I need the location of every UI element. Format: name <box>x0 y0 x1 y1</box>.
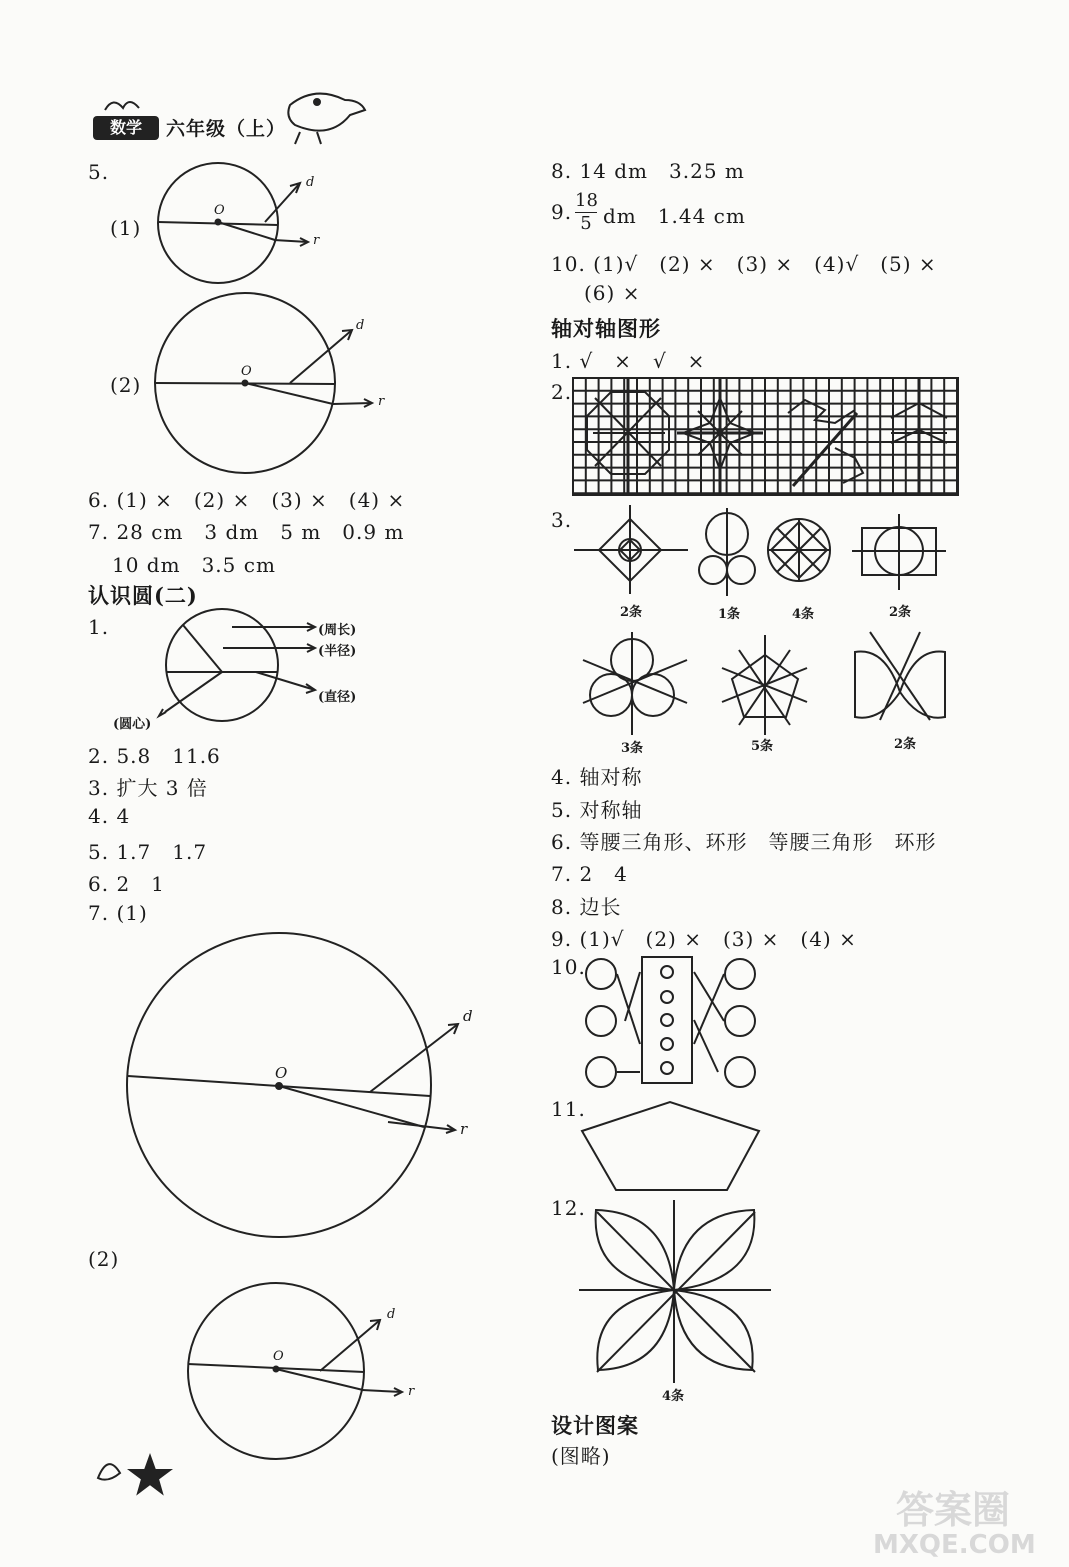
section-title-design: 设计图案 <box>551 1413 639 1438</box>
q3-caption-3: 4条 <box>792 607 815 622</box>
q5p1-d-label: d <box>306 175 315 190</box>
s3-q4-answer: 4. 轴对称 <box>551 765 643 789</box>
q5p1-r-label: r <box>313 233 320 248</box>
watermark-logo <box>873 1488 1036 1560</box>
label-diameter: (直径) <box>318 690 357 705</box>
q5-part2: (2) <box>110 373 142 397</box>
q6-answer: 6. (1) × (2) × (3) × (4) × <box>88 488 406 512</box>
s3-q6-answer: 6. 等腰三角形、环形 等腰三角形 环形 <box>551 830 937 854</box>
q7-answer-line2: 10 dm 3.5 cm <box>112 553 276 577</box>
q3-caption-7: 2条 <box>894 737 917 752</box>
s2-q5-answer: 5. 1.7 1.7 <box>88 840 208 864</box>
section-title-circle-2: 认识圆(二) <box>88 583 198 608</box>
section4-note: (图略) <box>551 1444 611 1468</box>
q3-caption-6: 5条 <box>751 739 774 754</box>
q7p1-d-label: d <box>463 1007 473 1025</box>
s2-q3-answer: 3. 扩大 3 倍 <box>88 776 208 800</box>
s2-q4-answer: 4. 4 <box>88 804 131 828</box>
s2-q7-part2: (2) <box>88 1247 120 1271</box>
q3-caption-5: 3条 <box>621 741 644 756</box>
s3-q3-label: 3. <box>551 508 573 532</box>
q7p1-r-label: r <box>460 1120 468 1138</box>
q5p2-d-label: d <box>356 318 365 333</box>
s3-q1-answer: 1. √ × √ × <box>551 349 706 373</box>
q3-caption-4: 2条 <box>889 605 912 620</box>
q5-part1: (1) <box>110 216 142 240</box>
q12-caption: 4条 <box>662 1389 685 1404</box>
q10-answer-line2: (6) × <box>584 281 641 305</box>
s3-q5-answer: 5. 对称轴 <box>551 798 643 822</box>
subject-badge: 数学 <box>93 116 159 140</box>
q7-answer-line1: 7. 28 cm 3 dm 5 m 0.9 m <box>88 520 405 544</box>
q10-answer-line1: 10. (1)√ (2) × (3) × (4)√ (5) × <box>551 252 937 276</box>
q7p2-r-label: r <box>408 1384 415 1399</box>
q8-answer: 8. 14 dm 3.25 m <box>551 159 745 183</box>
q3-caption-2: 1条 <box>718 607 741 622</box>
s3-q8-answer: 8. 边长 <box>551 895 622 919</box>
s3-q7-answer: 7. 2 4 <box>551 862 628 886</box>
watermark-line1: 答案圈 <box>895 1488 1010 1532</box>
s3-q12-label: 12. <box>551 1196 586 1220</box>
label-perimeter: (周长) <box>318 623 357 638</box>
q7p1-center-label: O <box>275 1064 288 1082</box>
s3-q9-answer: 9. (1)√ (2) × (3) × (4) × <box>551 927 857 951</box>
watermark-line2: MXQE.COM <box>873 1530 1036 1560</box>
q3-caption-1: 2条 <box>620 605 643 620</box>
q5-label: 5. <box>88 160 110 184</box>
q7p2-center-label: O <box>273 1349 284 1364</box>
q5p2-r-label: r <box>378 394 385 409</box>
s2-q2-answer: 2. 5.8 11.6 <box>88 744 221 768</box>
q9-denominator: 5 <box>575 212 597 235</box>
s3-q10-label: 10. <box>551 955 586 979</box>
q5p2-center-label: O <box>241 364 252 379</box>
s2-q7-label: 7. (1) <box>88 901 148 925</box>
s2-q1-label: 1. <box>88 615 110 639</box>
s2-q6-answer: 6. 2 1 <box>88 872 165 896</box>
q7p2-d-label: d <box>387 1307 396 1322</box>
q9-prefix: 9. <box>551 200 573 224</box>
label-radius: (半径) <box>318 644 357 659</box>
page-title: 六年级（上） <box>166 118 287 140</box>
q5p1-center-label: O <box>214 203 225 218</box>
s3-q2-label: 2. <box>551 380 573 404</box>
section-title-symmetry: 轴对轴图形 <box>551 316 661 341</box>
s3-q11-label: 11. <box>551 1097 586 1121</box>
label-center: (圆心) <box>113 717 152 732</box>
q9-numerator: 18 <box>575 190 598 211</box>
q9-rest: dm 1.44 cm <box>603 204 746 228</box>
